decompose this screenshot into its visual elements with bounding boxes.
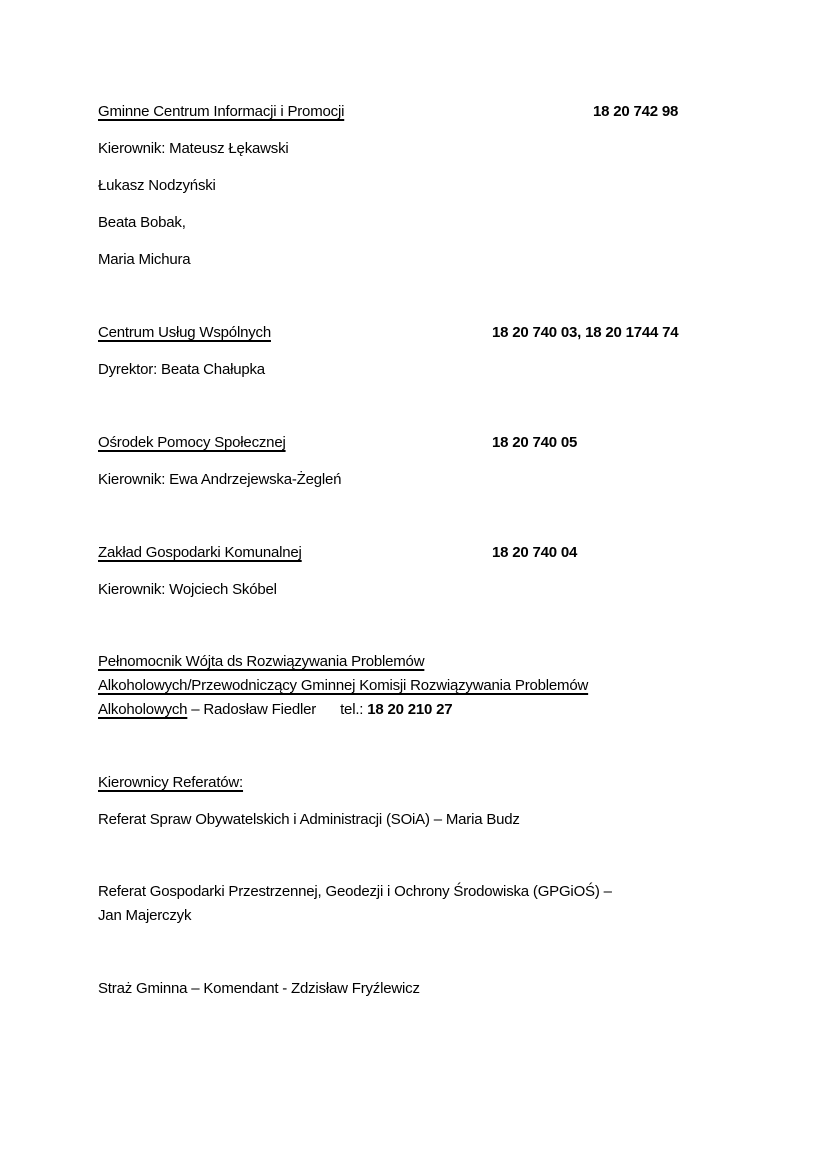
blank-line: [98, 940, 728, 976]
department-entry-straz-gminna: Straż Gminna – Komendant - Zdzisław Fryźlewicz: [98, 980, 420, 997]
section-header-centrum-uslug: [98, 320, 728, 345]
tel-label: tel.:: [340, 701, 368, 718]
phone-number: 18 20 740 04: [492, 544, 578, 561]
section-header-zaklad-gospodarki: [98, 540, 728, 565]
plenipotentiary-title-part: Alkoholowych/Przewodniczący Gminnej Komisji Rozwiązywania Problemów: [98, 677, 589, 694]
staff-line: Kierownik: Wojciech Skóbel: [98, 581, 277, 598]
blank-line: [98, 734, 728, 770]
phone-number: 18 20 740 03, 18 20 1744 74: [492, 324, 679, 341]
blank-line: [98, 394, 728, 430]
phone-number: 18 20 742 98: [593, 103, 679, 120]
blank-line: [98, 614, 728, 650]
staff-line: Kierownik: Mateusz Łękawski: [98, 140, 289, 157]
plenipotentiary-name: – Radosław Fiedler: [187, 701, 317, 718]
plenipotentiary-title-part: Pełnomocnik Wójta ds Rozwiązywania Problemów: [98, 653, 425, 670]
blank-line: [98, 844, 728, 880]
department-entry-line-2: Jan Majerczyk: [98, 907, 192, 924]
department-heads-heading: Kierownicy Referatów:: [98, 774, 244, 791]
department-entry-line-1: Referat Gospodarki Przestrzennej, Geodezji i Ochrony Środowiska (GPGiOŚ) –: [98, 883, 612, 900]
plenipotentiary-paragraph: [98, 650, 728, 722]
staff-line: Łukasz Nodzyński: [98, 177, 216, 194]
section-title: Centrum Usług Wspólnych: [98, 324, 271, 341]
blank-line: [98, 504, 728, 540]
blank-line: [98, 284, 728, 320]
section-header-osrodek-pomocy: [98, 430, 728, 455]
staff-line: Maria Michura: [98, 251, 191, 268]
plenipotentiary-line-3: [98, 698, 728, 722]
plenipotentiary-line-2: [98, 674, 728, 698]
staff-line: Dyrektor: Beata Chałupka: [98, 361, 265, 378]
section-header-gminne-centrum: [98, 99, 728, 124]
department-entry-gpgios: [98, 880, 728, 928]
section-title: Ośrodek Pomocy Społecznej: [98, 434, 286, 451]
plenipotentiary-line-1: [98, 650, 728, 674]
department-heads-heading-row: [98, 770, 728, 795]
plenipotentiary-title-part: Alkoholowych: [98, 701, 188, 718]
phone-number: 18 20 740 05: [492, 434, 578, 451]
staff-line: Kierownik: Ewa Andrzejewska-Żegleń: [98, 471, 342, 488]
department-entry-soia: Referat Spraw Obywatelskich i Administracji (SOiA) – Maria Budz: [98, 811, 520, 828]
staff-line: Beata Bobak,: [98, 214, 186, 231]
section-title: Zakład Gospodarki Komunalnej: [98, 544, 302, 561]
phone-number: 18 20 210 27: [367, 701, 453, 718]
section-title: Gminne Centrum Informacji i Promocji: [98, 103, 345, 120]
